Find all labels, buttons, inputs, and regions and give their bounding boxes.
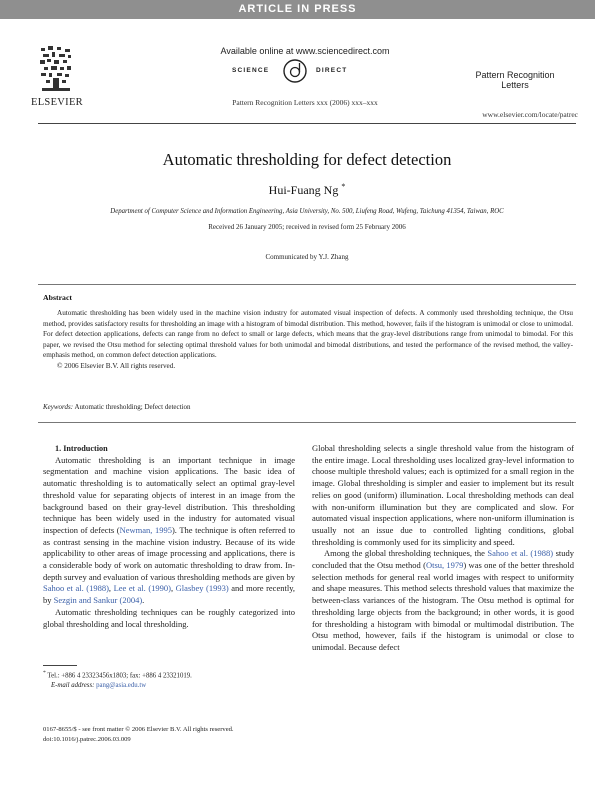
elsevier-tree-icon	[38, 44, 74, 94]
left-column	[43, 443, 295, 630]
journal-name	[470, 70, 560, 90]
author-footnote	[43, 669, 303, 690]
journal-name-line2: Letters	[501, 80, 529, 90]
sciencedirect-at-icon	[282, 58, 308, 84]
right-column	[312, 443, 574, 654]
abstract-text: Automatic thresholding has been widely used in the machine vision industry for automated visual inspection of defects. A commonly used thresholding technique, the Otsu method, provides satisfactory results for thresholding an image with a histogram of bimodal distribution. This method, however, fails if the histogram is unimodal or close to unimodal. For defect detection applications, defects can range from no defect to small or large defects, which means that the gray-level distributions range from unimodal to bimodal. For this paper, we revised the Otsu method for selecting optimal threshold values for both unimodal and bimodal distributions, and tested the performance of the revised method, the valley-emphasis method, on common defect detection applications.	[43, 309, 573, 360]
footer-doi[interactable]: doi:10.1016/j.patrec.2006.03.009	[43, 735, 131, 743]
intro-p1-text-c: and more recently, by	[43, 583, 296, 606]
intro-p1-sep-2: ,	[171, 583, 176, 594]
author-line	[38, 182, 576, 198]
footnote-email-line	[43, 681, 303, 691]
section-heading-introduction: 1. Introduction	[55, 444, 108, 453]
intro-p1-text-d: .	[142, 595, 145, 606]
ref-lee-1990[interactable]: Lee et al. (1990)	[113, 583, 171, 594]
page-footer	[43, 725, 343, 744]
communicated-by: Communicated by Y.J. Zhang	[265, 253, 349, 261]
sciencedirect-logo[interactable]	[232, 58, 378, 84]
author-footnote-mark[interactable]: *	[341, 182, 346, 191]
footnote-mark: *	[43, 670, 46, 676]
footer-front-matter: 0167-8655/$ - see front matter © 2006 Elsevier B.V. All rights reserved.	[43, 726, 234, 733]
abstract-body	[43, 308, 573, 372]
received-dates: Received 26 January 2005; received in revised form 25 February 2006	[208, 223, 406, 231]
article-in-press-banner: ARTICLE IN PRESS	[0, 0, 595, 19]
intro-paragraph-3: Global thresholding selects a single threshold value from the histogram of the entire image. Local thresholding uses localized gray-level information to choose multiple threshold values; each is optimized for a small region in the image. Global thresholding is simpler and easier to implement but its result relies on good (uniform) illumination. Local thresholding methods can deal with non-uniform illumination but they are complicated and slow. For automated visual inspection applications, where non-uniform illumination is usually not an issue due to controlled lighting conditions, global thresholding is commonly used for its simplicity and speed.	[312, 443, 574, 547]
journal-citation: Pattern Recognition Letters xxx (2006) xxx–xxx	[232, 98, 378, 107]
intro-paragraph-1	[43, 455, 295, 607]
available-online-text[interactable]: Available online at www.sciencedirect.com	[220, 46, 390, 56]
ref-sezgin-sankur-2004[interactable]: Sezgin and Sankur (2004)	[53, 595, 143, 606]
intro-p1-text-a: Automatic thresholding is an important technique in image segmentation and machine vision applications. The basic idea of automatic thresholding is to automatically select an optimal gray-level threshold value for separating objects of interest in an image from the background based on their gray-level distribution. This thresholding technique has been widely used in the industry for automated visual inspection of defects (	[43, 454, 295, 535]
journal-url-link[interactable]: www.elsevier.com/locate/patrec	[482, 110, 578, 119]
abstract-heading: Abstract	[43, 293, 73, 302]
keywords	[43, 403, 191, 411]
ref-otsu-1979[interactable]: Otsu, 1979	[425, 560, 464, 571]
author-affiliation: Department of Computer Science and Information Engineering, Asia University, No. 500, Liufeng Road, Wufeng, Taichung 41354, Taiwan, ROC	[110, 208, 504, 215]
keywords-text: Automatic thresholding; Defect detection	[74, 403, 191, 411]
footnote-email-link[interactable]: pang@asia.edu.tw	[96, 681, 147, 689]
intro-p4-text-c: ) was one of the better threshold selection methods for general real world images with respect to uniformity and shape measures. This method selects threshold values that maximize the between-class variances of the histogram. The Otsu method is optimal for thresholding large objects from the background; in other words, it is good for thresholding a histogram with bimodal or multimodal distribution. The Otsu method, however, fails if the histogram is unimodal or close to unimodal. Because defect	[312, 560, 574, 652]
abstract-top-divider	[38, 284, 576, 285]
intro-paragraph-2: Automatic thresholding techniques can be roughly categorized into global thresholding and local thresholding.	[43, 606, 295, 629]
ref-sahoo-1988-b[interactable]: Sahoo et al. (1988)	[487, 548, 554, 559]
abstract-bottom-divider	[38, 422, 576, 423]
intro-p4-text-b: study concluded that the Otsu method (	[312, 548, 575, 571]
ref-glasbey-1993[interactable]: Glasbey (1993)	[175, 583, 229, 594]
footnote-email-label: E-mail address:	[51, 681, 95, 689]
sd-logo-right: DIRECT	[316, 67, 348, 74]
elsevier-tree-logo	[38, 44, 74, 94]
author-name: Hui-Fuang Ng	[268, 183, 339, 197]
footnote-contact	[43, 669, 303, 681]
intro-p4-text-a: Among the global thresholding techniques, the	[324, 548, 488, 559]
abstract-copyright: © 2006 Elsevier B.V. All rights reserved.	[57, 361, 176, 370]
footnote-divider	[43, 665, 77, 666]
intro-paragraph-4	[312, 548, 574, 653]
ref-sahoo-1988[interactable]: Sahoo et al. (1988)	[43, 583, 109, 594]
publisher-name: ELSEVIER	[31, 97, 83, 108]
intro-p1-text-b: ). The technique is often referred to as contrast sensing in the machine vision industry. Because of its wide applicability to other areas of image processing and applications, there is a considerable body of work on automatic thresholding to draw from. In-depth survey and evaluation of various thresholding methods are given by	[43, 524, 296, 582]
intro-p1-sep-1: ,	[108, 583, 114, 594]
journal-name-line1: Pattern Recognition	[475, 70, 555, 80]
footnote-tel-fax: Tel.: +886 4 23323456x1803; fax: +886 4 23321019.	[47, 672, 192, 680]
header-divider	[38, 123, 576, 124]
article-title: Automatic thresholding for defect detection	[162, 150, 452, 169]
sd-logo-left: SCIENCE	[232, 67, 270, 74]
keywords-label: Keywords:	[43, 403, 74, 411]
ref-newman-1995[interactable]: Newman, 1995	[119, 524, 172, 535]
